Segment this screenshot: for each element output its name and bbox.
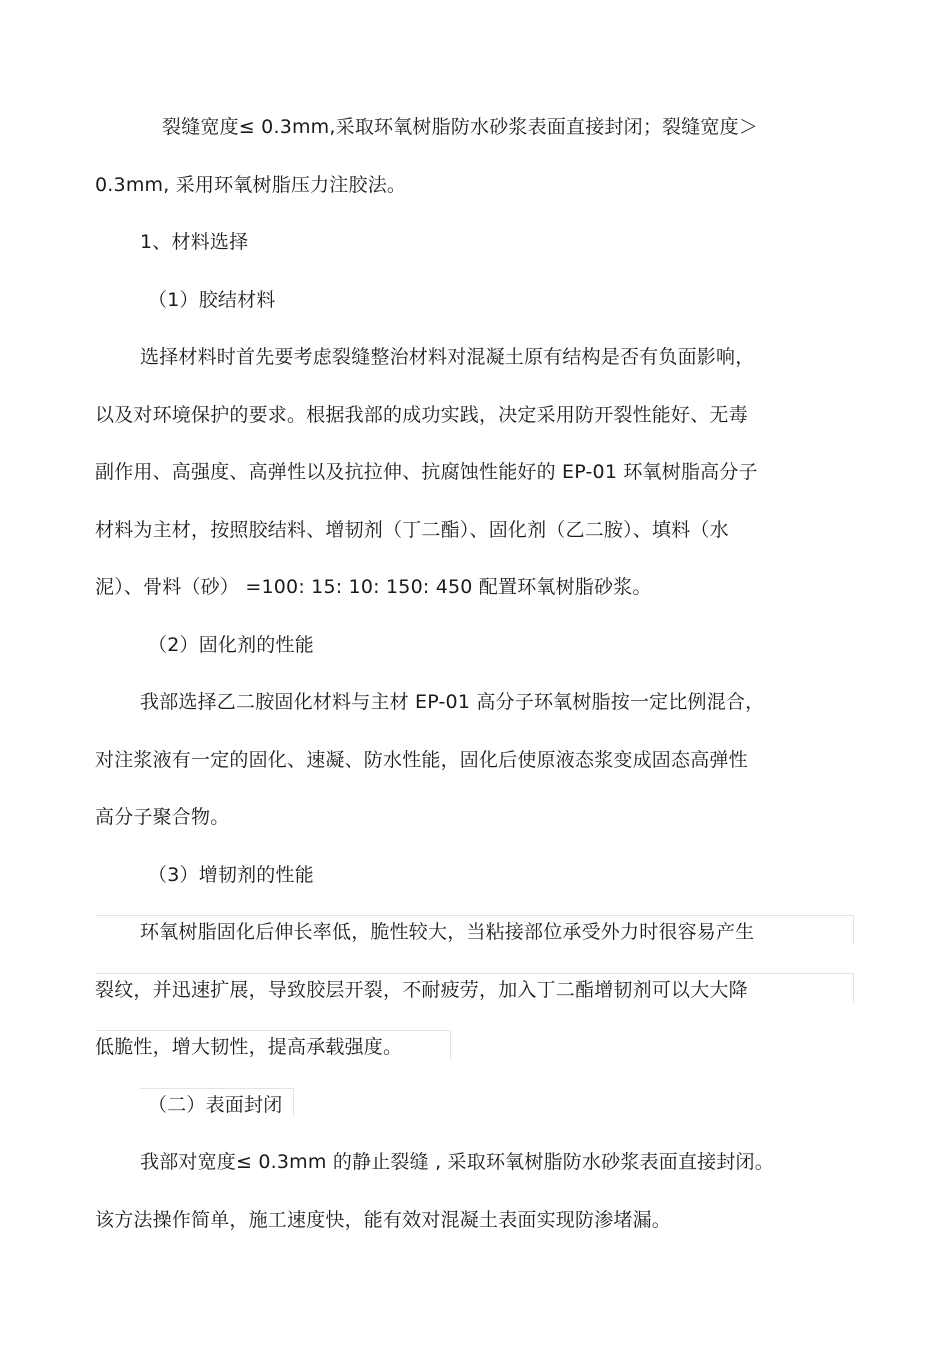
text-line-16: 裂纹，并迅速扩展，导致胶层开裂，不耐疲劳，加入丁二酯增韧剂可以大大降 [95,979,748,1001]
text-line-20: 该方法操作简单，施工速度快，能有效对混凝土表面实现防渗堵漏。 [95,1209,672,1231]
subheading-toughener: （3）增韧剂的性能 [148,864,314,886]
text-line-19: 我部对宽度≤ 0.3mm 的静止裂缝 , 采取环氧树脂防水砂浆表面直接封闭。 [140,1151,774,1173]
text-line-5: 选择材料时首先要考虑裂缝整治材料对混凝土原有结构是否有负面影响， [140,346,755,368]
text-line-8: 材料为主材，按照胶结料、增韧剂（丁二酯）、固化剂（乙二胺）、填料（水 [95,519,729,541]
section-heading-materials: 1、材料选择 [140,231,249,253]
text-line-11: 我部选择乙二胺固化材料与主材 EP-01 高分子环氧树脂按一定比例混合， [140,691,765,713]
subheading-binder: （1）胶结材料 [148,289,276,311]
text-line-15: 环氧树脂固化后伸长率低，脆性较大，当粘接部位承受外力时很容易产生 [140,921,755,943]
scan-box-line [140,1088,294,1117]
scan-box-line [95,1030,451,1059]
text-line-6: 以及对环境保护的要求。根据我部的成功实践，决定采用防开裂性能好、无毒 [95,404,748,426]
scan-box-line [95,973,854,1002]
text-line-1: 裂缝宽度≤ 0.3mm,采取环氧树脂防水砂浆表面直接封闭；裂缝宽度＞ [162,116,759,138]
text-line-2: 0.3mm, 采用环氧树脂压力注胶法。 [95,174,407,196]
text-line-7: 副作用、高强度、高弹性以及抗拉伸、抗腐蚀性能好的 EP-01 环氧树脂高分子 [95,461,758,483]
text-line-17: 低脆性，增大韧性，提高承载强度。 [95,1036,403,1058]
scan-box-line [95,915,854,944]
text-line-13: 高分子聚合物。 [95,806,230,828]
subheading-curing-agent: （2）固化剂的性能 [148,634,314,656]
section-heading-surface-sealing: （二）表面封闭 [148,1094,283,1116]
text-line-9: 泥）、骨料（砂） =100: 15: 10: 150: 450 配置环氧树脂砂浆。 [95,576,652,598]
text-line-12: 对注浆液有一定的固化、速凝、防水性能，固化后使原液态浆变成固态高弹性 [95,749,748,771]
